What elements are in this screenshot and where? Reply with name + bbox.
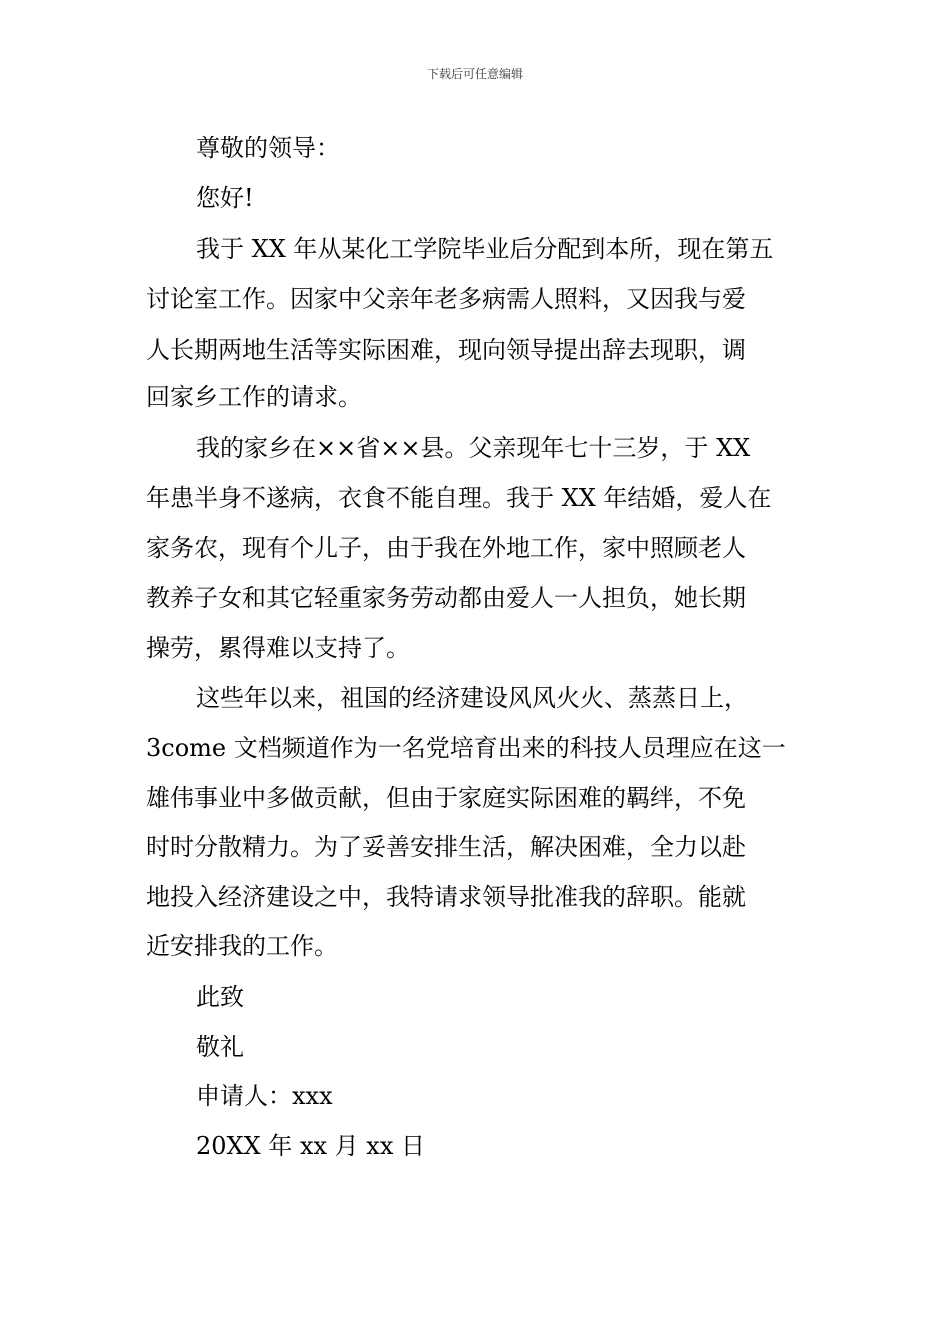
paragraph-1-line-1: 我于 XX 年从某化工学院毕业后分配到本所，现在第五 (196, 235, 774, 263)
closing-line-2: 敬礼 (196, 1033, 244, 1061)
letter-date: 20XX 年 xx 月 xx 日 (196, 1132, 425, 1160)
paragraph-1-line-3: 人长期两地生活等实际困难，现向领导提出辞去现职，调 (146, 336, 746, 364)
closing-line-1: 此致 (196, 983, 244, 1011)
paragraph-3-line-2: 3come 文档频道作为一名党培育出来的科技人员理应在这一 (146, 734, 786, 762)
paragraph-3-line-3: 雄伟事业中多做贡献，但由于家庭实际困难的羁绊，不免 (146, 784, 746, 812)
paragraph-3-line-4: 时时分散精力。为了妥善安排生活，解决困难，全力以赴 (146, 833, 746, 861)
paragraph-1-line-2: 讨论室工作。因家中父亲年老多病需人照料，又因我与爱 (146, 285, 746, 313)
paragraph-2-line-2: 年患半身不遂病，衣食不能自理。我于 XX 年结婚，爱人在 (146, 484, 772, 512)
letter-salutation: 尊敬的领导： (196, 134, 340, 162)
paragraph-2-line-3: 家务农，现有个儿子，由于我在外地工作，家中照顾老人 (146, 534, 746, 562)
paragraph-2-line-1: 我的家乡在××省××县。父亲现年七十三岁，于 XX (196, 434, 751, 462)
applicant-signature: 申请人：xxx (196, 1082, 333, 1110)
paragraph-1-line-4: 回家乡工作的请求。 (146, 383, 362, 411)
paragraph-3-line-5: 地投入经济建设之中，我特请求领导批准我的辞职。能就 (146, 883, 746, 911)
letter-greeting: 您好! (196, 184, 254, 212)
paragraph-2-line-5: 操劳，累得难以支持了。 (146, 634, 410, 662)
page-header-note: 下载后可任意编辑 (426, 67, 523, 81)
paragraph-3-line-1: 这些年以来，祖国的经济建设风风火火、蒸蒸日上， (196, 684, 748, 712)
paragraph-3-line-6: 近安排我的工作。 (146, 932, 338, 960)
paragraph-2-line-4: 教养子女和其它轻重家务劳动都由爱人一人担负，她长期 (146, 584, 746, 612)
